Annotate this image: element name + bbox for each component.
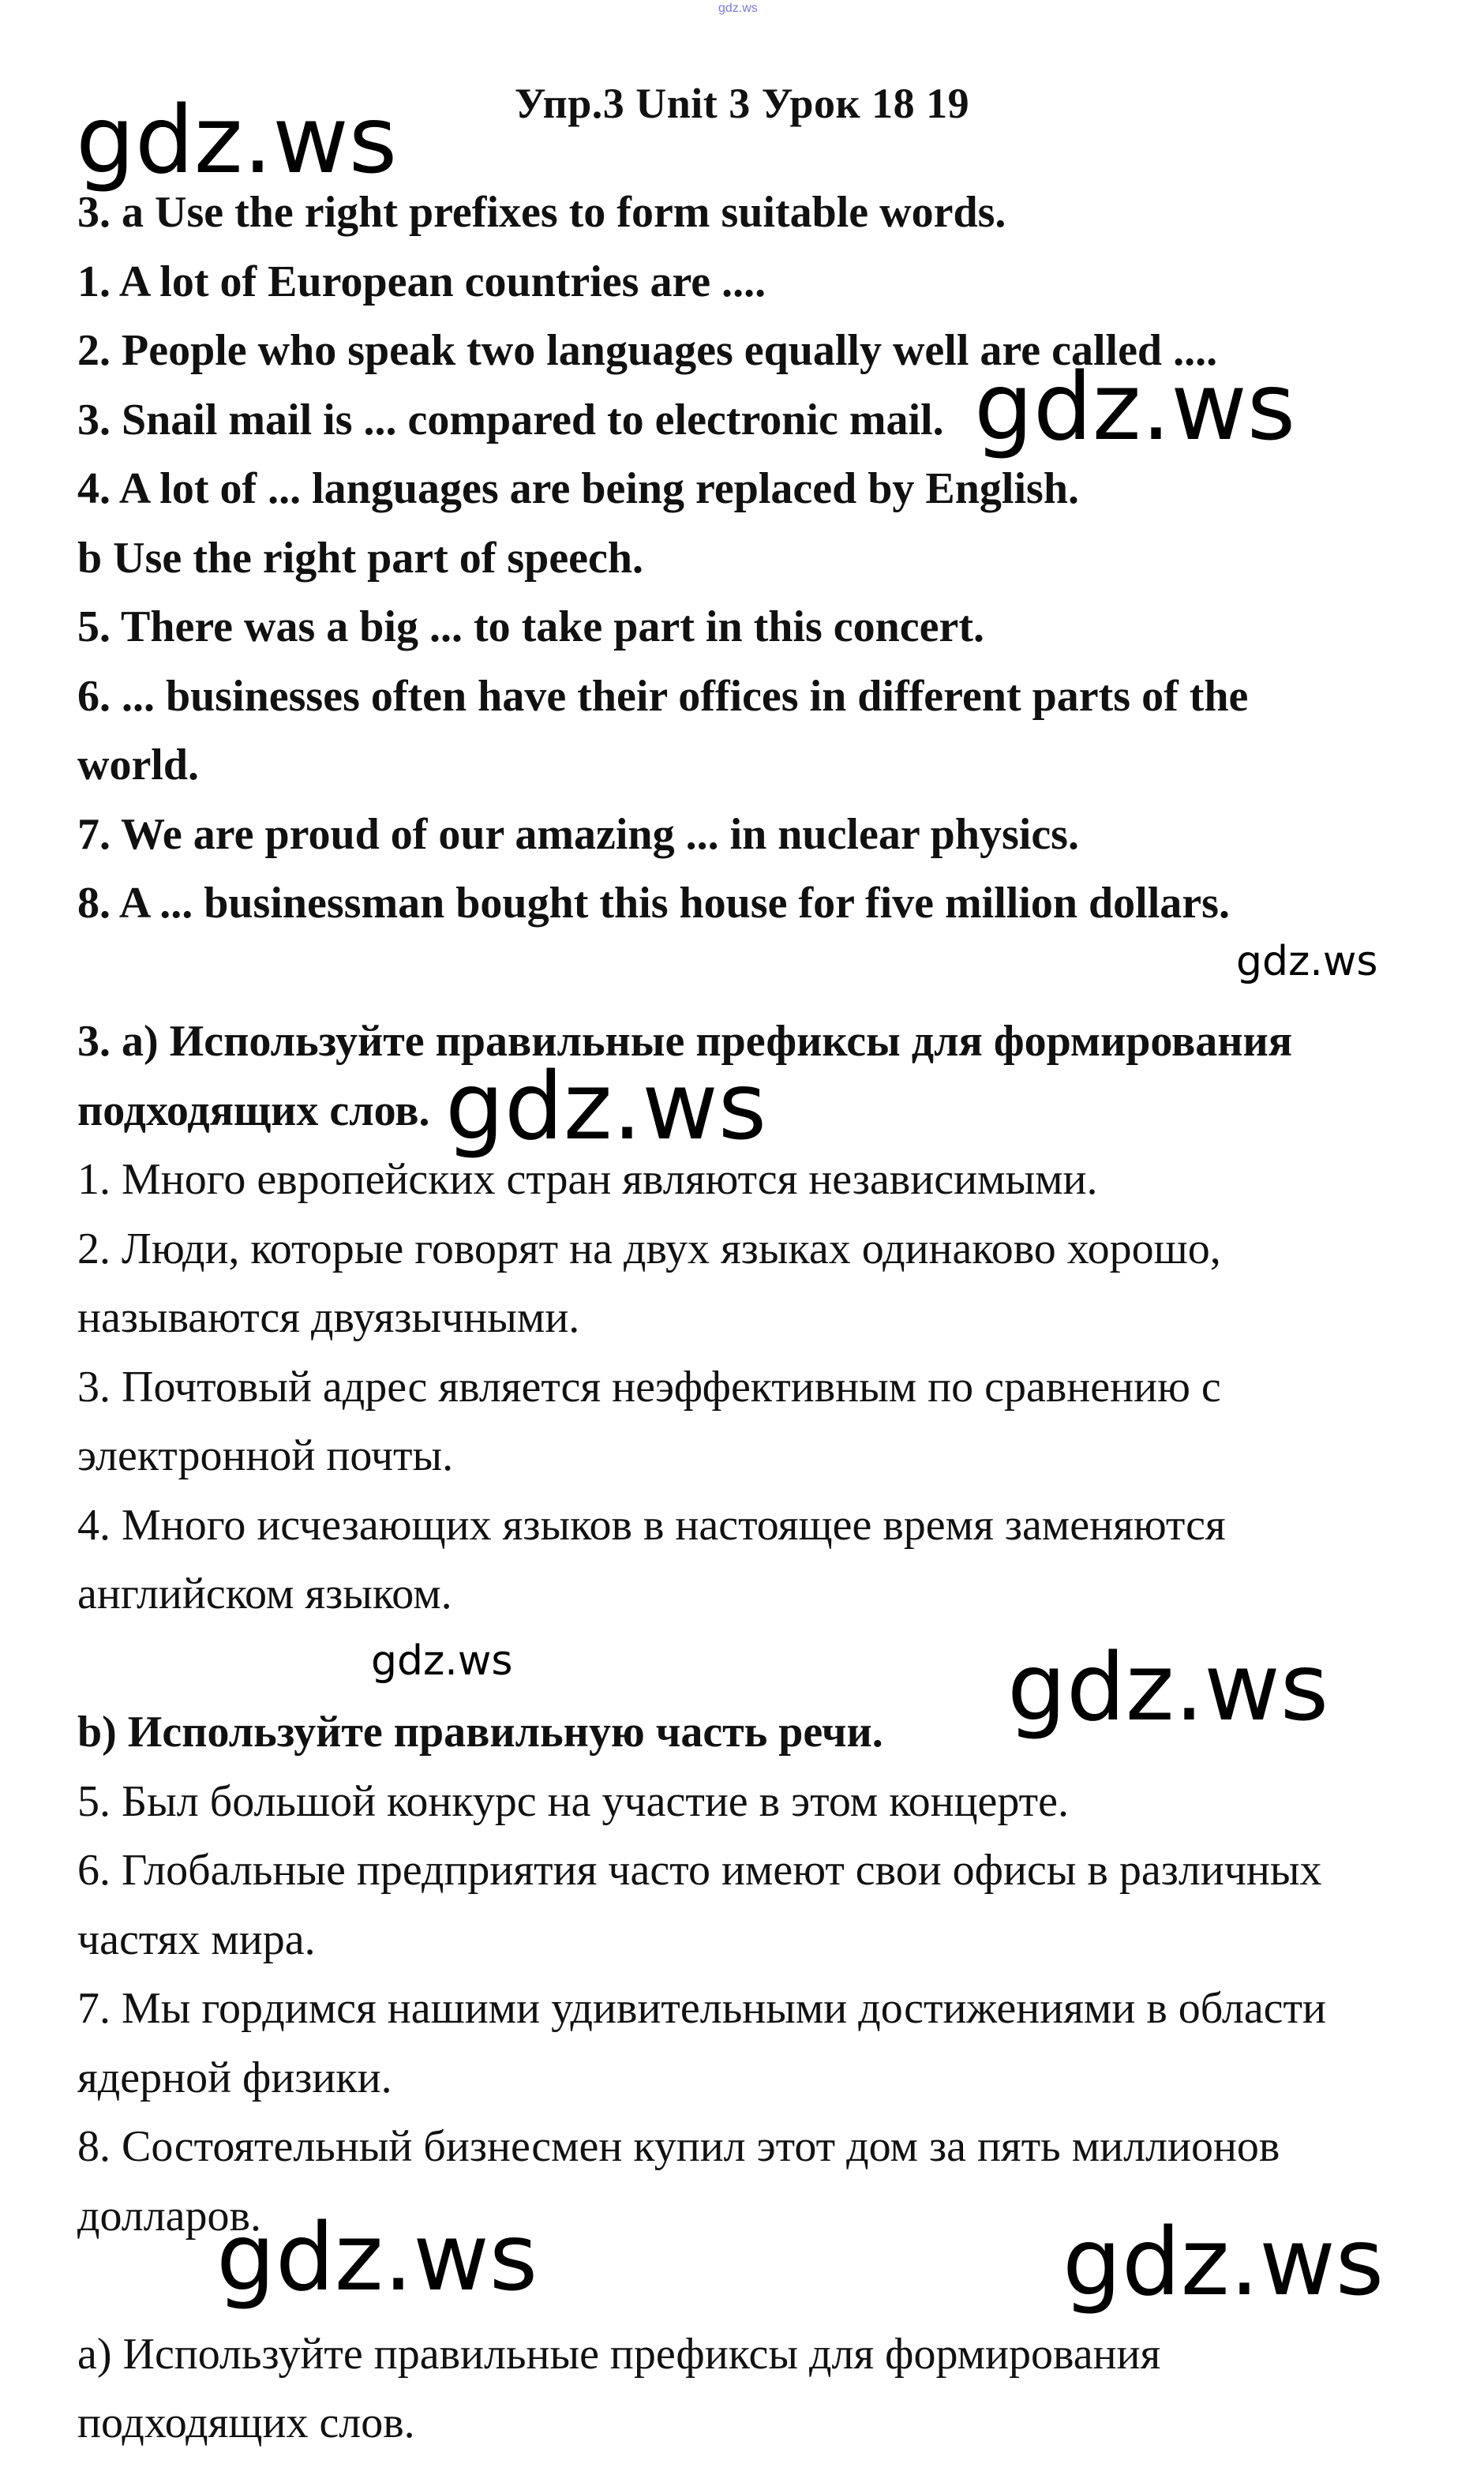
russian-item-3: 3. Почтовый адрес является неэффективным по сравнению с bbox=[77, 1362, 1221, 1412]
russian-item-8-cont: долларов. bbox=[77, 2191, 261, 2241]
english-item-3: 3. Snail mail is ... compared to electronic mail. bbox=[77, 395, 944, 444]
watermark-logo: gdz.ws bbox=[1236, 938, 1378, 985]
english-item-8: 8. A ... businessman bought this house for five million dollars. bbox=[77, 879, 1230, 928]
russian-repeat-task: а) Используйте правильные префиксы для формирования bbox=[77, 2329, 1161, 2379]
russian-item-2: 2. Люди, которые говорят на двух языках одинаково хорошо, bbox=[77, 1224, 1221, 1273]
watermark-logo: gdz.ws bbox=[371, 1637, 513, 1685]
russian-item-5: 5. Был большой конкурс на участие в этом концерте. bbox=[77, 1776, 1069, 1826]
russian-item-7-cont: ядерной физики. bbox=[77, 2053, 392, 2102]
russian-repeat-task-cont: подходящих слов. bbox=[77, 2398, 415, 2447]
watermark-logo: gdz.ws bbox=[445, 1052, 767, 1161]
russian-item-3-cont: электронной почты. bbox=[77, 1431, 454, 1480]
english-item-7: 7. We are proud of our amazing ... in nuclear physics. bbox=[77, 809, 1079, 859]
russian-item-4: 4. Много исчезающих языков в настоящее время заменяются bbox=[77, 1500, 1226, 1550]
russian-item-6-cont: частях мира. bbox=[77, 1914, 316, 1964]
english-item-5: 5. There was a big ... to take part in this concert. bbox=[77, 602, 984, 651]
russian-task-a: 3. а) Используйте правильные префиксы для формирования bbox=[77, 1017, 1293, 1066]
russian-task-a-cont: подходящих слов. bbox=[77, 1086, 430, 1135]
english-item-4: 4. A lot of ... languages are being replaced by English. bbox=[77, 464, 1079, 513]
russian-item-4-cont: английском языком. bbox=[77, 1569, 452, 1618]
document-body bbox=[77, 178, 1419, 2458]
page-title: Упр.3 Unit 3 Урок 18 19 bbox=[514, 80, 970, 127]
watermark-logo: gdz.ws bbox=[1007, 1633, 1329, 1742]
english-item-2: 2. People who speak two languages equally well are called .... bbox=[77, 326, 1218, 375]
spacer bbox=[77, 939, 1419, 1008]
english-task-a: 3. a Use the right prefixes to form suitable words. bbox=[77, 188, 1006, 237]
russian-item-6: 6. Глобальные предприятия часто имеют свои офисы в различных bbox=[77, 1846, 1322, 1895]
top-watermark: gdz.ws bbox=[718, 2, 758, 15]
english-item-6: 6. ... businesses often have their offices in different parts of the bbox=[77, 671, 1249, 721]
russian-item-1: 1. Много европейских стран являются независимыми. bbox=[77, 1155, 1098, 1204]
watermark-logo: gdz.ws bbox=[216, 2203, 538, 2312]
russian-item-8: 8. Состоятельный бизнесмен купил этот дом за пять миллионов bbox=[77, 2122, 1280, 2171]
russian-item-2-cont: называются двуязычными. bbox=[77, 1293, 580, 1342]
english-task-b: b Use the right part of speech. bbox=[77, 533, 644, 583]
watermark-logo: gdz.ws bbox=[76, 85, 398, 194]
russian-task-b: b) Используйте правильную часть речи. bbox=[77, 1708, 883, 1757]
english-item-1: 1. A lot of European countries are .... bbox=[77, 257, 766, 306]
watermark-logo: gdz.ws bbox=[974, 352, 1296, 461]
english-item-6-cont: world. bbox=[77, 741, 199, 789]
russian-item-7: 7. Мы гордимся нашими удивительными достижениями в области bbox=[77, 1984, 1326, 2033]
watermark-logo: gdz.ws bbox=[1062, 2207, 1385, 2316]
